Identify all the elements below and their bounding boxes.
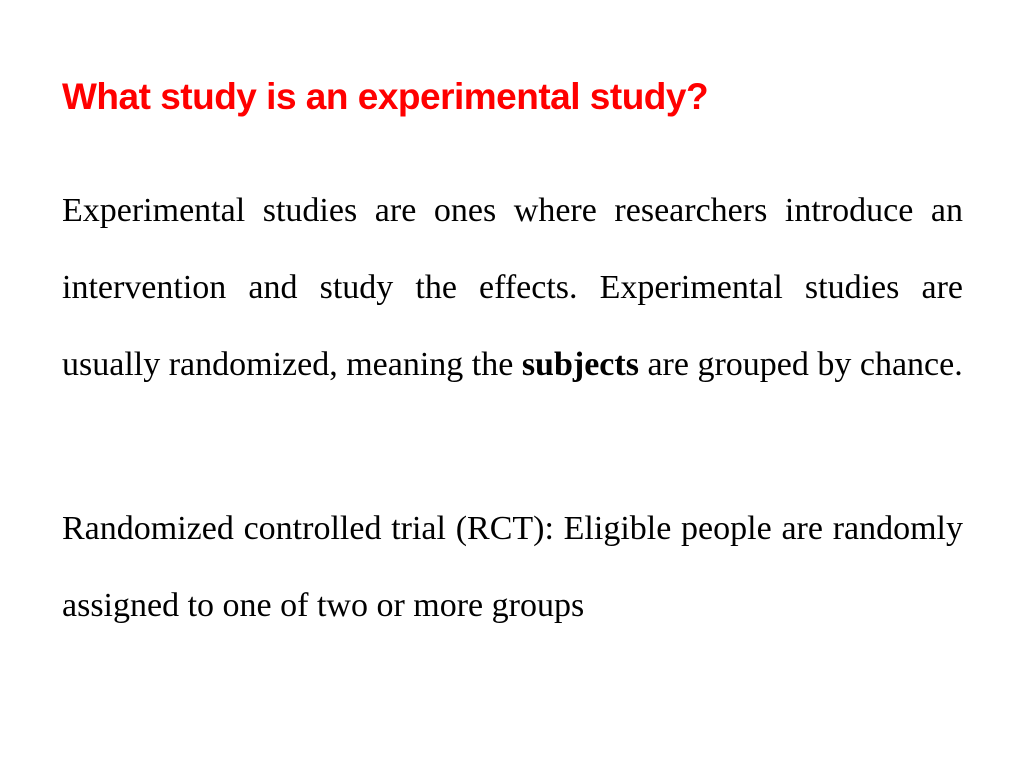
subjects-term: subjects	[521, 346, 639, 383]
rct-paragraph: Randomized controlled trial (RCT): Eligible people are randomly assigned to one of two or more groups	[62, 510, 963, 624]
definition-text-end: are grouped by chance.	[647, 346, 963, 383]
definition-paragraph	[62, 172, 963, 403]
definition-text-start: Experimental studies are ones where researchers introduce an intervention and study the effects. Experimental studies are usually randomized, meaning the	[62, 192, 963, 383]
slide-title: What study is an experimental study?	[62, 76, 709, 117]
